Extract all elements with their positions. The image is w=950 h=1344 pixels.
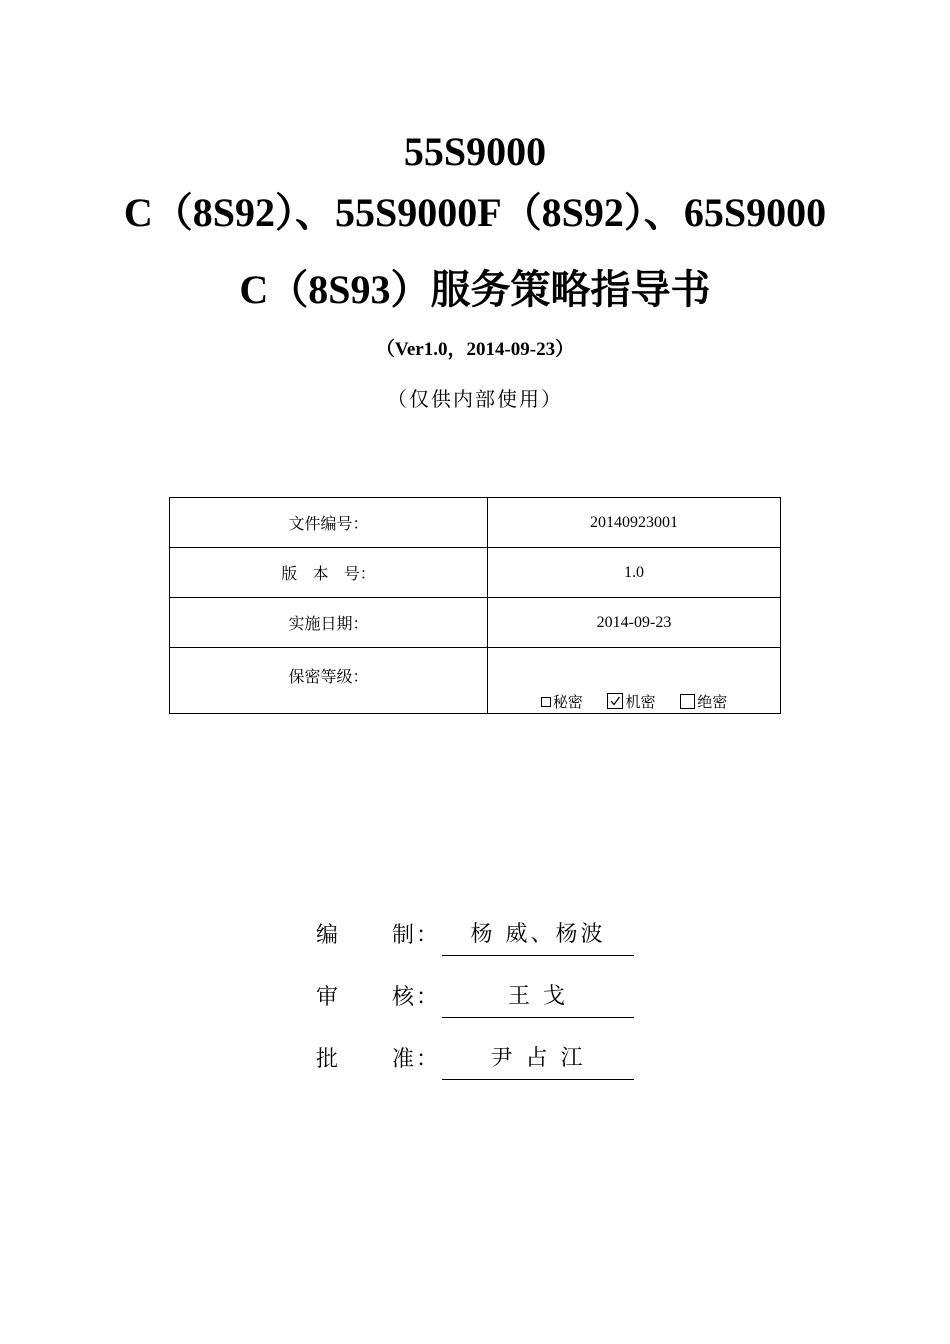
doc-number-label: 文件编号：: [170, 498, 488, 548]
table-row: [170, 598, 781, 648]
editor-value: 杨 威、杨波: [442, 916, 634, 956]
version-number-value: 1.0: [488, 548, 781, 598]
secrecy-option-confidential: [607, 693, 655, 711]
version-date-line: （Ver1.0，2014-09-23）: [375, 339, 575, 360]
reviewer-value: 王 戈: [442, 978, 634, 1018]
secrecy-option-top-secret: [680, 693, 727, 711]
reviewer-label-char: 核: [392, 985, 415, 1010]
unchecked-box-icon: [680, 694, 695, 709]
checked-box-icon: [607, 693, 623, 709]
reviewer-label-char: 审: [316, 985, 339, 1010]
unchecked-box-icon: [541, 697, 551, 707]
table-row: [170, 548, 781, 598]
secrecy-option-label: 机密: [625, 693, 656, 711]
reviewer-label-colon: ：: [416, 985, 439, 1010]
document-title-line-3: C（8S93）服务策略指导书: [239, 267, 711, 312]
secrecy-option-label: 秘密: [552, 693, 583, 711]
approver-label-colon: ：: [416, 1047, 439, 1072]
editor-label-char: 编: [316, 923, 339, 948]
secrecy-level-options: [488, 648, 781, 714]
document-title-line-2: C（8S92）、55S9000F（8S92）、65S9000: [123, 190, 827, 235]
editor-label-colon: ：: [416, 923, 439, 948]
approver-label-char: 准: [392, 1047, 415, 1072]
approver-label-char: 批: [316, 1047, 339, 1072]
secrecy-option-label: 绝密: [697, 693, 728, 711]
document-title-line-1: 55S9000: [403, 129, 547, 174]
secrecy-option-secret: [541, 693, 583, 711]
effective-date-label: 实施日期：: [170, 598, 488, 648]
table-row: [170, 498, 781, 548]
editor-label-char: 制: [392, 923, 415, 948]
document-info-table: [169, 497, 781, 714]
version-label-char: 本: [312, 564, 329, 583]
version-number-label: [170, 548, 488, 598]
approver-value: 尹 占 江: [442, 1040, 634, 1080]
secrecy-level-label: 保密等级：: [170, 648, 488, 714]
doc-number-value: 20140923001: [488, 498, 781, 548]
effective-date-value: 2014-09-23: [488, 598, 781, 648]
version-label-char: 号：: [343, 564, 376, 583]
table-row: [170, 648, 781, 714]
internal-use-note: （仅供内部使用）: [387, 387, 563, 411]
version-label-char: 版: [281, 564, 298, 583]
